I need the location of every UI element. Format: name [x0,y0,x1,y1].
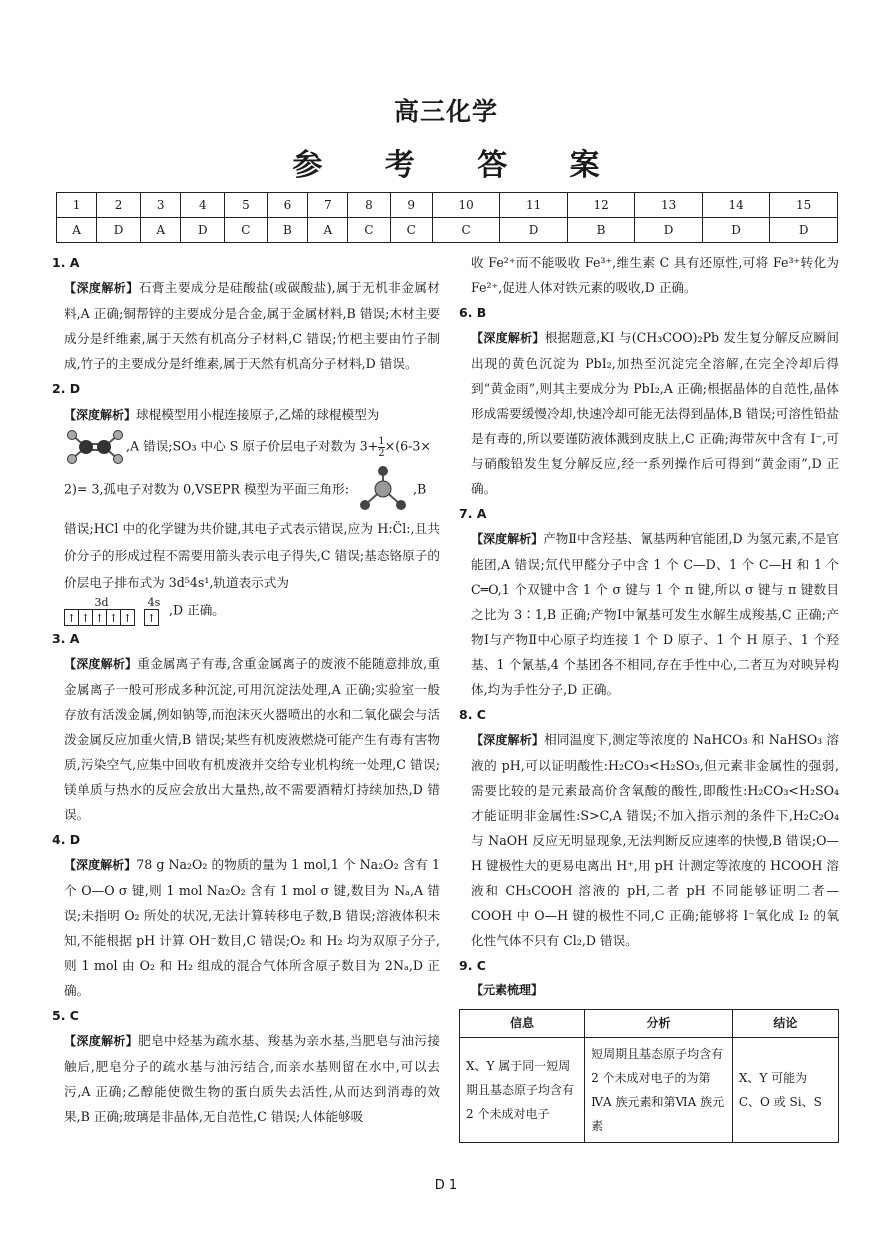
answer-number-cell: 8 [348,193,390,218]
answer-table [56,192,838,243]
answer-letter-cell: D [181,218,225,243]
q3-heading: 3. A [52,631,80,646]
orbital-3d-4: ↑ [106,609,121,626]
answer-number-cell: 14 [702,193,770,218]
so3-trigonal-planar-model [353,465,413,515]
right-column [459,250,839,1143]
q5-explanation [52,1028,440,1129]
answer-number-cell: 15 [770,193,838,218]
q2-text-5: ,B [412,481,427,497]
summary-header-info: 信息 [460,1010,585,1038]
summary-cell-info: X、Y 属于同一短周期且基态原子均含有 2 个未成对电子 [460,1038,585,1143]
orbital-3d-3: ↑ [92,609,107,626]
q9-tag: 【元素梳理】 [471,983,544,997]
q1-tag: 【深度解析】 [64,281,139,295]
answer-number-cell: 10 [432,193,500,218]
q6-tag: 【深度解析】 [471,331,545,345]
answer-number-cell: 9 [390,193,432,218]
element-summary-table [459,1009,839,1143]
q2-text-6: 错误;HCl 中的化学键为共价键,其电子式表示错误,应为 H:C̈l:,且共价分子的形成过程不需要用箭头表示电子得失,C 错误;基态铬原子的价层电子排布式为 3d⁵4s¹,轨道表示式为 [64,521,440,590]
summary-row [460,1038,839,1143]
q4-tag: 【深度解析】 [64,858,137,872]
summary-header-row [460,1010,839,1038]
subject-title: 高三化学 [393,97,498,126]
page-title: 参 考 答 案 [292,148,626,183]
q5-heading: 5. C [52,1008,79,1023]
answer-letter-cell: D [97,218,141,243]
summary-header-analysis: 分析 [585,1010,733,1038]
q4-heading: 4. D [52,832,81,847]
answer-number-row [57,193,838,218]
q2-text-2: ,A 错误;SO₃ 中心 S 原子价层电子对数为 3+ [126,438,379,454]
answer-letter-row [57,218,838,243]
q8-text: 相同温度下,测定等浓度的 NaHCO₃ 和 NaHSO₃ 溶液的 pH,可以证明酸性:H₂CO₃<H₂SO₃,但元素非金属性的强弱,需要比较的是元素最高价含氧酸的酸性,即酸性:H₂CO₃<H₂SO₄ 才能证明非金属性:S>C,A 错误;不加入指示剂的条件下,H₂C₂O₄ 与 NaOH 反应无明显现象,无法判断反应速率的快慢,B 错误;O—H 键极性大的更易电离出 H⁺,用 pH 计测定等浓度的 HCOOH 溶液和 CH₃COOH 溶液的 pH,二者 pH 不同能够证明二者—COOH 中 O—H 键的极性不同,C 正确;能够将 I⁻氧化成 I₂ 的氧化性气体不只有 Cl₂,D 错误。 [471,732,839,948]
answer-number-cell: 6 [267,193,308,218]
q2-text-1: 球棍模型用小棍连接原子,乙烯的球棍模型为 [136,407,380,422]
fraction-numerator: 1 [378,435,385,447]
q6-text: 根据题意,KI 与(CH₃COO)₂Pb 发生复分解反应瞬间出现的黄色沉淀为 PbI₂,加热至沉淀完全溶解,在完全冷却后得到“黄金雨”,则其主要成分为 PbI₂,A 正确;根据晶体的自范性,晶体形成需要缓慢冷却,快速冷却可能无法得到晶体,B 错误;可溶性铅盐是有毒的,所以要谨防液体溅到皮肤上,C 正确;海带灰中含有 I⁻,可与硝酸铅发生复分解反应,经一系列操作后可得到“黄金雨”,D 正确。 [471,330,839,496]
q8-explanation [459,727,839,953]
summary-cell-conclusion: X、Y 可能为 C、O 或 Si、S [732,1038,838,1143]
q7-tag: 【深度解析】 [471,532,544,546]
answer-letter-cell: C [390,218,432,243]
q1-heading: 1. A [52,255,80,270]
answer-number-cell: 3 [141,193,181,218]
answer-letter-cell: D [770,218,838,243]
answer-number-cell: 2 [97,193,141,218]
summary-cell-analysis: 短周期且基态原子均含有 2 个未成对电子的为第ⅣA 族元素和第ⅥA 族元素 [585,1038,733,1143]
left-column [52,250,440,1129]
answer-number-cell: 12 [567,193,635,218]
q5-tag: 【深度解析】 [64,1034,139,1048]
answer-letter-cell: B [567,218,635,243]
q2-text-3: ×(6-3× [384,438,431,454]
answer-letter-cell: A [57,218,97,243]
q3-tag: 【深度解析】 [64,657,138,671]
answer-number-cell: 7 [308,193,348,218]
q1-text: 石膏主要成分是硅酸盐(或碳酸盐),属于无机非金属材料,A 正确;铜帮锌的主要成分是合金,属于金属材料,B 错误;木材主要成分是纤维素,属于天然有机高分子材料,C 错误;竹杷主要由竹子制成,竹子的主要成分是纤维素,属于天然有机高分子材料,D 错误。 [64,280,440,371]
q3-explanation [52,651,440,827]
fraction-denominator: 2 [378,447,385,459]
q2-tag: 【深度解析】 [64,408,137,422]
q8-tag: 【深度解析】 [471,733,545,747]
orbital-3d-1: ↑ [64,609,79,626]
label-4s: 4s [147,596,161,609]
q1-explanation [52,275,440,376]
answer-letter-cell: C [225,218,267,243]
q6-explanation [459,325,839,501]
summary-header-conclusion: 结论 [732,1010,838,1038]
q2-explanation [52,401,440,626]
label-3d: 3d [94,596,109,609]
q5-text: 肥皂中烃基为疏水基、羧基为亲水基,当肥皂与油污接触后,肥皂分子的疏水基与油污结合,而亲水基则留在水中,可以去污,A 正确;乙醇能使微生物的蛋白质失去活性,从而达到消毒的效果,B 正确;玻璃是非晶体,无自范性,C 错误;人体能够吸 [64,1033,440,1124]
q8-heading: 8. C [459,707,486,722]
q6-heading: 6. B [459,305,487,320]
ethylene-ball-stick-model [64,429,126,465]
orbital-diagram [64,596,169,626]
orbital-4s: ↑ [144,609,159,626]
answer-letter-cell: A [141,218,181,243]
answer-number-cell: 4 [181,193,225,218]
answer-number-cell: 5 [225,193,267,218]
q4-explanation [52,852,440,1003]
answer-letter-cell: B [267,218,308,243]
answer-letter-cell: D [635,218,703,243]
answer-letter-cell: A [308,218,348,243]
q7-heading: 7. A [459,506,487,521]
q5-continued: 收 Fe²⁺而不能吸收 Fe³⁺,维生素 C 具有还原性,可将 Fe³⁺转化为 Fe²⁺,促进人体对铁元素的吸收,D 正确。 [471,255,839,295]
q2-heading: 2. D [52,381,81,396]
orbital-3d-5: ↑ [120,609,135,626]
q9-heading: 9. C [459,958,486,973]
q3-text: 重金属离子有毒,含重金属离子的废液不能随意排放,重金属离子一般可形成多种沉淀,可用沉淀法处理,A 正确;实验室一般存放有活泼金属,例如钠等,而泡沫灭火器喷出的水和二氧化碳会与活泼金属反应加重火情,B 错误;某些有机废液燃烧可能产生有毒有害物质,污染空气,应集中回收有机废液并交给专业机构统一处理,C 错误;镁单质与热水的反应会放出大量热,故不需要酒精灯持续加热,D 错误。 [64,656,440,822]
answer-number-cell: 13 [635,193,703,218]
answer-letter-cell: C [348,218,390,243]
answer-letter-cell: D [500,218,568,243]
orbital-3d-2: ↑ [78,609,93,626]
q2-text-7: ,D 正确。 [169,602,225,618]
page-number: D 1 [434,1178,458,1193]
answer-letter-cell: C [432,218,500,243]
answer-letter-cell: D [702,218,770,243]
q2-text-4: 2)= 3,孤电子对数为 0,VSEPR 模型为平面三角形: [64,481,349,497]
q7-explanation [459,526,839,702]
q7-text: 产物Ⅱ中含羟基、氰基两种官能团,D 为氢元素,不是官能团,A 错误;氘代甲醛分子中含 1 个 C—D、1 个 C—H 和 1 个 C═O,1 个双键中含 1 个 σ 键与 1 个 π 键,所以 σ 键与 π 键数目之比为 3∶1,B 正确;产物Ⅰ中氰基可发生水解生成羧基,C 正确;产物Ⅰ与产物Ⅱ中心原子均连接 1 个 D 原子、1 个 H 原子、1 个羟基、1 个氰基,4 个基团各不相同,存在手性中心,二者互为对映异构体,均为手性分子,D 正确。 [471,531,839,697]
q4-text: 78 g Na₂O₂ 的物质的量为 1 mol,1 个 Na₂O₂ 含有 1 个 O—O σ 键,则 1 mol Na₂O₂ 含有 1 mol σ 键,数目为 Nₐ,A 错误;未指明 O₂ 所处的状况,无法计算转移电子数,B 错误;溶液体积未知,不能根据 pH 计算 OH⁻数目,C 错误;O₂ 和 H₂ 均为双原子分子,则 1 mol 由 O₂ 和 H₂ 组成的混合气体所含原子数目为 2Nₐ,D 正确。 [64,857,440,998]
answer-number-cell: 1 [57,193,97,218]
answer-number-cell: 11 [500,193,568,218]
